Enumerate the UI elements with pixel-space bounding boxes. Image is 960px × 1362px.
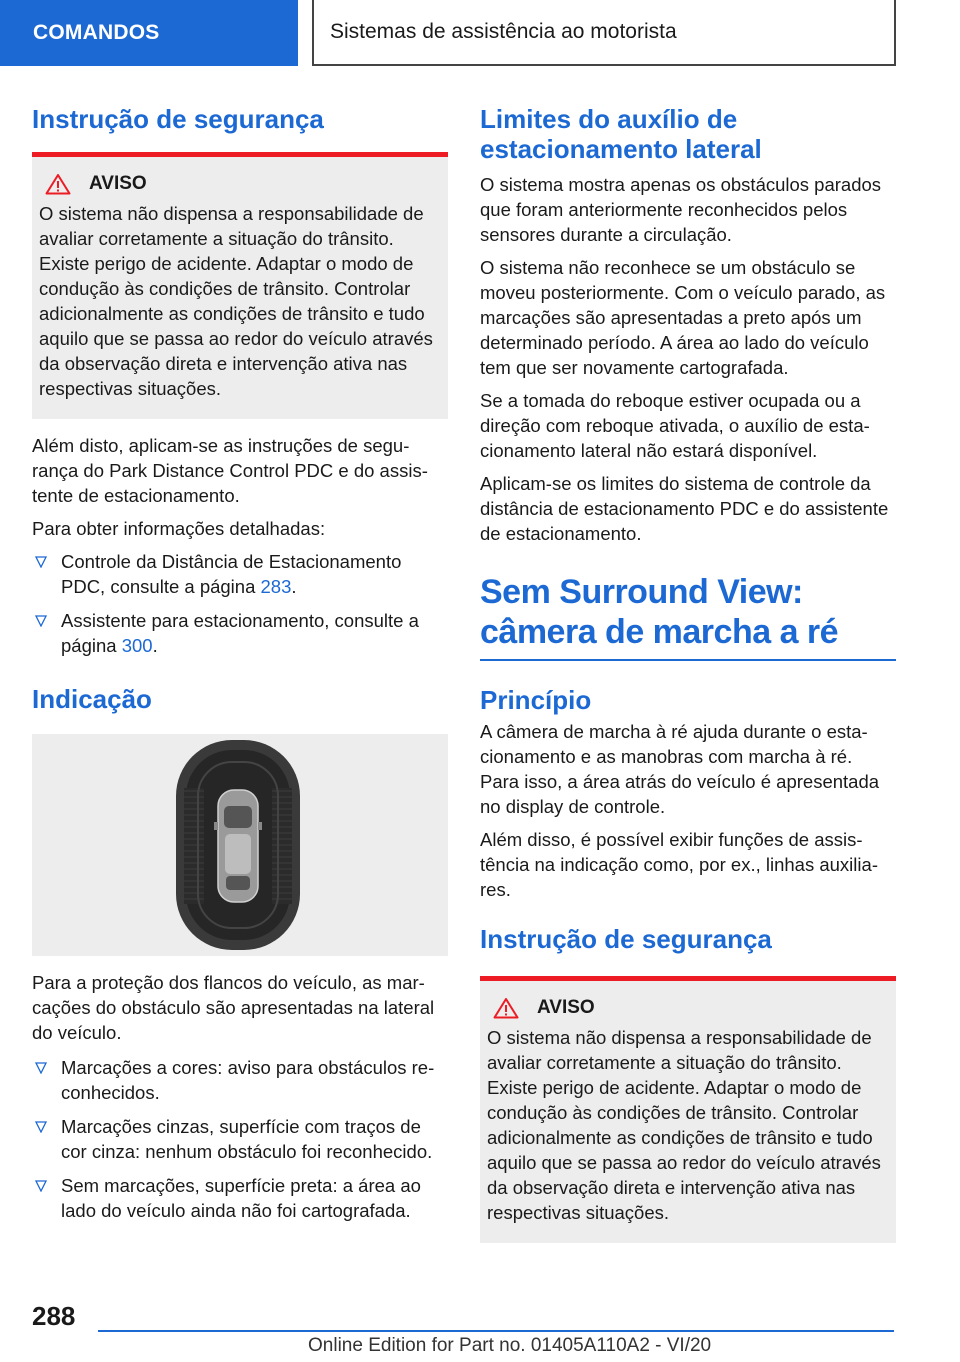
paragraph: Aplicam-se os limites do sistema de controle da distância de estacionamento PDC e do assistente de estacionamento. [480, 473, 889, 544]
page-number: 288 [32, 1301, 76, 1331]
list-item [32, 1055, 448, 1105]
page-link-283[interactable]: 283 [260, 576, 292, 597]
warning-label: AVISO [89, 173, 147, 194]
limits-paragraphs [480, 172, 896, 546]
reference-list [32, 549, 448, 658]
list-item [32, 1114, 448, 1164]
bullet-triangle-icon [35, 1180, 47, 1192]
paragraph: Se a tomada do reboque estiver ocupada ou a direção com reboque ativada, o auxílio de estacionamento lateral não estará disponível. [480, 390, 870, 461]
bullet-triangle-icon [35, 615, 47, 627]
bullet-triangle-icon [35, 1121, 47, 1133]
chapter-heading: Sem Surround View: câmera de marcha a ré [480, 573, 839, 651]
bullet-triangle-icon [35, 556, 47, 568]
parking-sensor-illustration [32, 734, 448, 956]
indication-heading: Indicação [32, 684, 152, 714]
paragraph: Além disso, é possível exibir funções de assistência na indicação como, por ex., linhas auxiliares. [480, 829, 878, 900]
left-column [32, 100, 448, 1223]
right-column [480, 100, 896, 1243]
paragraph: Além disto, aplicam-se as instruções de segurança do Park Distance Control PDC e do assistente de estacionamento. [32, 435, 428, 506]
list-item-text: Marcações cinzas, superfície com traços de cor cinza: nenhum obstáculo foi reconhecido. [61, 1116, 433, 1162]
warning-text: O sistema não dispensa a responsabilidade de avaliar corretamente a situação do trânsito. Existe perigo de acidente. Adaptar o modo de condução às condições de trânsito. Controlar adicionalmente as condições de trânsito e tudo aquilo que se passa ao redor do veículo através da observação direta e intervenção ativa nas respectivas situações. [39, 203, 433, 399]
bullet-triangle-icon [35, 1062, 47, 1074]
warning-box [32, 152, 448, 419]
list-item-text: Sem marcações, superfície preta: a área ao lado do veículo ainda não foi cartografada. [61, 1175, 421, 1221]
header-section-tab[interactable]: COMANDOS [0, 0, 298, 66]
warning-label: AVISO [537, 997, 595, 1018]
paragraph: O sistema mostra apenas os obstáculos parados que foram anteriormente reconhecidos pelos sensores durante a circulação. [480, 174, 882, 245]
list-item [32, 608, 448, 658]
footer-rule [98, 1330, 894, 1332]
page-link-300[interactable]: 300 [121, 635, 153, 656]
principle-heading: Princípio [480, 685, 592, 715]
safety-instruction-heading: Instrução de segurança [480, 924, 772, 954]
warning-triangle-icon [493, 997, 519, 1019]
marking-list [32, 1055, 448, 1223]
header-chapter-title: Sistemas de assistência ao motorista [312, 0, 896, 66]
list-item-suffix: . [152, 635, 158, 656]
list-item [32, 1173, 448, 1223]
warning-text: O sistema não dispensa a responsabilidade de avaliar corretamente a situação do trânsito. Existe perigo de acidente. Adaptar o modo de condução às condições de trânsito. Controlar adicionalmente as condições de trânsito e tudo aquilo que se passa ao redor do veículo através da observação direta e intervenção ativa nas respectivas situações. [487, 1027, 881, 1223]
warning-header [45, 173, 438, 195]
chapter-rule [480, 659, 896, 661]
car-top-view-graphic [32, 734, 448, 956]
paragraph: Para a proteção dos flancos do veículo, as marcações do obstáculo são apresentadas na lateral do veículo. [32, 972, 435, 1043]
warning-triangle-icon [45, 173, 71, 195]
list-item-suffix: . [291, 576, 297, 597]
limits-heading: Limites do auxílio de estacionamento lateral [480, 104, 762, 164]
list-item [32, 549, 448, 599]
footer-edition: Online Edition for Part no. 01405A110A2 - VI/20 [308, 1335, 712, 1356]
list-item-text: Marcações a cores: aviso para obstáculos reconhecidos. [61, 1057, 435, 1103]
paragraph: O sistema não reconhece se um obstáculo se moveu posteriormente. Com o veículo parado, as marcações são apresentadas a preto após um determinado período. A área ao lado do veículo tem que ser novamente cartografada. [480, 257, 886, 378]
principle-paragraphs [480, 719, 896, 902]
list-item-text: Controle da Distância de Estacionamento PDC, consulte a página [61, 551, 402, 597]
paragraph: Para obter informações detalhadas: [32, 518, 326, 539]
safety-instruction-heading: Instrução de segurança [32, 104, 324, 134]
warning-box [480, 976, 896, 1243]
paragraph: A câmera de marcha à ré ajuda durante o estacionamento e as manobras com marcha à ré. Para isso, a área atrás do veículo é apresentada no display de controle. [480, 721, 880, 817]
warning-header [493, 997, 886, 1019]
list-item-text: Assistente para estacionamento, consulte a página [61, 610, 419, 656]
